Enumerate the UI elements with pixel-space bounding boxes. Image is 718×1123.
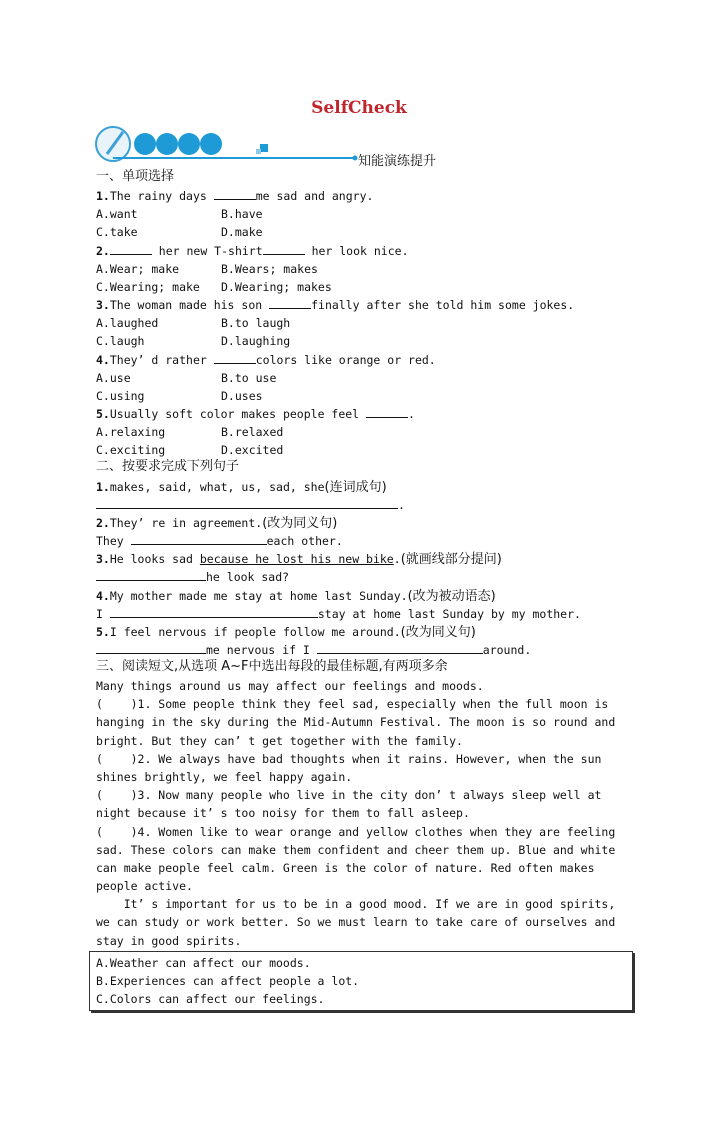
- question-4: 4.They’ d rather colors like orange or red.: [96, 353, 436, 367]
- paragraph-4-line: can make people feel calm. Green is the color of nature. Red often makes: [96, 861, 595, 875]
- question-5: 5.Usually soft color makes people feel .: [96, 407, 415, 421]
- paragraph-4-line: people active.: [96, 879, 193, 893]
- answer-line: .: [96, 496, 405, 514]
- paragraph-4: ( )4. Women like to wear orange and yellow clothes when they are feeling: [96, 825, 616, 839]
- paragraph-5: It’ s important for us to be in a good mood. If we are in good spirits,: [96, 897, 616, 911]
- option-row: C.take D.make: [96, 225, 263, 239]
- sentence-1: 1.makes, said, what, us, sad, she(连词成句): [96, 480, 387, 495]
- paragraph-3-line: night because it’ s too noisy for them to fall asleep.: [96, 806, 470, 820]
- option-c: C.Colors can affect our feelings.: [96, 992, 325, 1006]
- answer-line: They each other.: [96, 534, 343, 548]
- paragraph-2: ( )2. We always have bad thoughts when it rains. However, when the sun: [96, 752, 602, 766]
- option-a: A.Weather can affect our moods.: [96, 956, 311, 970]
- answer-line: he look sad?: [96, 568, 289, 586]
- page-title: SelfCheck: [311, 98, 407, 118]
- option-row: A.relaxing B.relaxed: [96, 425, 284, 439]
- paragraph-1-line: hanging in the sky during the Mid-Autumn Festival. The moon is so round and: [96, 715, 616, 729]
- answer-line: me nervous if I around.: [96, 641, 531, 659]
- section-heading-2: 二、按要求完成下列句子: [96, 459, 240, 474]
- sentence-3: 3.He looks sad because he lost his new bike.(就画线部分提问): [96, 552, 502, 567]
- question-1: 1.The rainy days me sad and angry.: [96, 189, 374, 203]
- option-row: A.laughed B.to laugh: [96, 316, 291, 330]
- banner-label: 知能演练提升: [358, 154, 437, 169]
- paragraph-5-line: we can study or work better. So we must learn to take care of ourselves and: [96, 915, 616, 929]
- option-row: A.want B.have: [96, 207, 263, 221]
- option-b: B.Experiences can affect people a lot.: [96, 974, 360, 988]
- question-2: 2. her new T-shirt her look nice.: [96, 244, 409, 258]
- section-heading-1: 一、单项选择: [96, 169, 175, 184]
- option-row: C.laugh D.laughing: [96, 334, 291, 348]
- paragraph-3: ( )3. Now many people who live in the city don’ t always sleep well at: [96, 788, 602, 802]
- question-3: 3.The woman made his son finally after she told him some jokes.: [96, 298, 575, 312]
- sentence-2: 2.They’ re in agreement.(改为同义句): [96, 516, 338, 531]
- paragraph-5-line: stay in good spirits.: [96, 934, 242, 948]
- answer-line: I stay at home last Sunday by my mother.: [96, 607, 581, 621]
- option-row: C.exciting D.excited: [96, 443, 284, 457]
- sentence-5: 5.I feel nervous if people follow me around.(改为同义句): [96, 625, 476, 640]
- intro-text: Many things around us may affect our feelings and moods.: [96, 679, 484, 693]
- sentence-4: 4.My mother made me stay at home last Sunday.(改为被动语态): [96, 589, 496, 604]
- paragraph-4-line: sad. These colors can make them confident and cheer them up. Blue and white: [96, 843, 616, 857]
- section-heading-3: 三、阅读短文,从选项 A~F中选出每段的最佳标题,有两项多余: [96, 659, 448, 674]
- option-row: A.use B.to use: [96, 371, 277, 385]
- paragraph-1: ( )1. Some people think they feel sad, especially when the full moon is: [96, 697, 609, 711]
- option-row: C.using D.uses: [96, 389, 263, 403]
- paragraph-2-line: shines brightly, we feel happy again.: [96, 770, 353, 784]
- option-row: C.Wearing; make D.Wearing; makes: [96, 280, 332, 294]
- paragraph-1-line: bright. But they can’ t get together with the family.: [96, 734, 463, 748]
- option-row: A.Wear; make B.Wears; makes: [96, 262, 318, 276]
